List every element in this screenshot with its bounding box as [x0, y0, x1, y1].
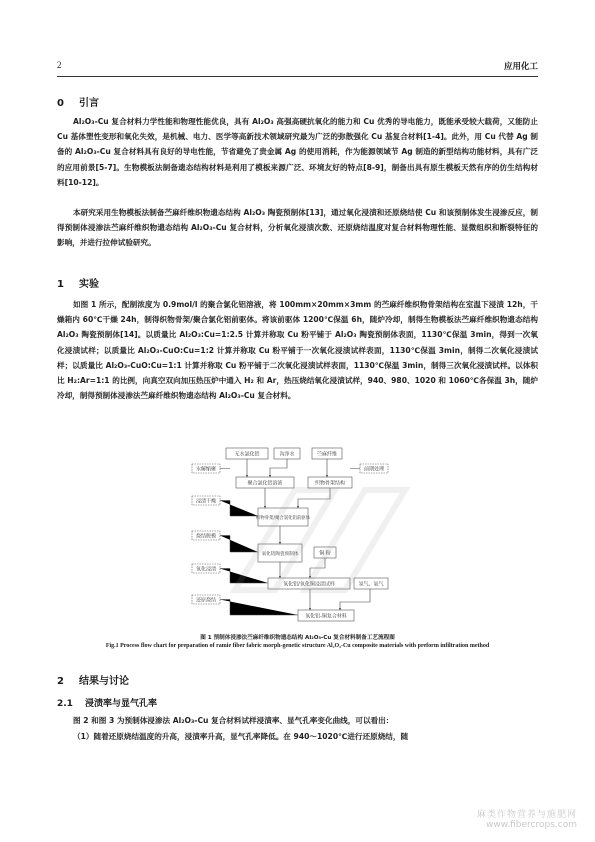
label-b13: 氧化浸渍 [195, 566, 217, 573]
section-heading-results [57, 672, 129, 687]
section-number: 1 [57, 279, 64, 290]
section-heading-intro [57, 94, 99, 109]
running-header [57, 60, 538, 74]
section-title: 实验 [79, 279, 99, 290]
label-b16: 还原烧结 [195, 597, 217, 604]
watermark-line-1: 麻类作物营养与施肥网 [476, 810, 577, 820]
results-paragraph-1: 图 2 和图 3 为预制体浸渗法 Al₂O₃-Cu 复合材料试样浸渍率、显气孔率变化曲线，可以看出： [73, 716, 394, 725]
section-title: 引言 [79, 98, 99, 109]
intro-paragraph-2: 本研究采用生物模板法制备苎麻纤维织物遗态结构 Al₂O₃ 陶瓷预制体[13]，通过氧化浸渍和还原烧结使 Cu 和该预制体发生浸渗反应，制得预制体浸渗法苎麻纤维织物遗态结构 Al₂O₃-Cu 复合材料，分析氧化浸渍次数、还原烧结温度对复合材料物理性能、显微组织和断裂特征的影响，并进行拉伸试验研究。 [57, 208, 538, 248]
label-b6: 聚合氯化铝溶液 [247, 480, 283, 487]
label-b11: 氧化铝陶瓷预制体 [261, 552, 299, 557]
watermark-line-2: www.fibercrops.com [486, 820, 577, 830]
label-b3: 苎麻纤维 [316, 451, 338, 458]
experiment-paragraph: 如图 1 所示，配制浓度为 0.9mol/l 的聚合氯化铝溶液，将 100mm×20mm×3mm 的苎麻纤维织物骨架结构在室温下浸渍 12h，干燥箱内 60℃干燥 24h，制得织物骨架/聚合氯化铝前驱体。将该前驱体 1200℃保温 6h，随炉冷却，制得生物模板法苎麻纤维织物遗态结构 Al₂O₃ 陶瓷预制体[14]。以质量比 Al₂O₃:Cu=1:2.5 计算并称取 Cu 粉平铺于 Al₂O₃ 陶瓷预制体表面，1130℃保温 3min，得到一次氧化浸渍试样；以质量比 Al₂O₃-CuO:Cu=1:2 计算并称取 Cu 粉平铺于一次氧化浸渍试样表面，1130℃保温 3min，制得二次氧化浸渍试样；以质量比 Al₂O₃-CuO:Cu=1:1 计算并称取 Cu 粉平铺于二次氧化浸渍试样表面，1130℃保温 3min，制得三次氧化浸渍试样。以体积比 H₂:Ar=1:1 的比例，向真空双向加压热压炉中通入 H₂ 和 Ar，热压烧结氧化浸渍试样，940、980、1020 和 1060℃各保温 3h，随炉冷却，制得预制体浸渗法苎麻纤维织物遗态结构 Al₂O₃-Cu 复合材料。 [57, 300, 538, 401]
header-rule [57, 76, 538, 77]
subsection-number: 2.1 [57, 699, 73, 709]
site-watermark [477, 807, 577, 830]
results-paragraph-2: （1）随着还原烧结温度的升高，浸渍率升高，显气孔率降低。在 940～1020℃进行还原烧结，随 [73, 732, 409, 741]
section-title: 结果与讨论 [79, 676, 129, 687]
page-number: 2 [57, 60, 62, 70]
intro-paragraph-1: Al₂O₃-Cu 复合材料力学性能和物理性能优良，具有 Al₂O₃ 高强高硬抗氧化的能力和 Cu 优秀的导电能力，既能承受较大载荷，又能防止 Cu 基体塑性变形和氧化失效，是机械、电力、医学等高新技术领域研究最为广泛的弥散强化 Cu 基复合材料[1-4]。此外，用 Cu 代替 Ag 制备的 Al₂O₃-Cu 复合材料具有良好的导电性能，节省避免了贵金属 Ag 的使用消耗，作为能源领域节 Ag 制造的新型结构功能材料，具有广泛的应用前景[5-7]。生物模板法制备遗态结构材料是利用了模板来源广泛、环境友好的特点[8-9]，制备出具有原生模板天然有序的仿生结构材料[10-12]。 [57, 117, 538, 187]
label-b12: 铜 粉 [319, 550, 331, 557]
subsection-heading-impregnation [57, 696, 157, 709]
subsection-title: 浸渍率与显气孔率 [85, 699, 158, 709]
label-b7: 织物骨架结构 [314, 480, 346, 487]
label-b10: 烧结脱模 [195, 533, 217, 540]
label-b17: 氧化铝-铜复合材料 [305, 613, 347, 620]
figure-caption-chinese: 图 1 预制体浸渗法苎麻纤维织物遗态结构 Al₂O₃-Cu 复合材料制备工艺流程图 [200, 635, 395, 641]
section-number: 2 [57, 676, 64, 687]
label-b2: 沟净水 [279, 451, 295, 458]
figure-caption-english: Fig.1 Process flow chart for preparation of ramie fiber fabric morph-genetic structure Al₂O₃-Cu composite materials with preform infiltration method [105, 643, 490, 649]
section-heading-experiment [57, 275, 99, 290]
process-flow-chart [190, 444, 440, 630]
label-b4: 水解缩聚 [195, 466, 217, 473]
journal-name: 应用化工 [503, 62, 538, 72]
label-b14: 氧化铝/氧化铜浸渍试样 [283, 581, 335, 588]
label-b15: 氢气、氩气 [358, 581, 384, 588]
label-b1: 无水氯化铝 [234, 451, 260, 458]
label-b5: 前期处理 [363, 466, 385, 473]
flow-chart-svg [190, 444, 440, 630]
section-number: 0 [57, 98, 64, 109]
label-b8: 浸渍干燥 [195, 498, 217, 505]
label-b9: 织物骨架/聚合氯化铝前驱体 [255, 516, 311, 521]
